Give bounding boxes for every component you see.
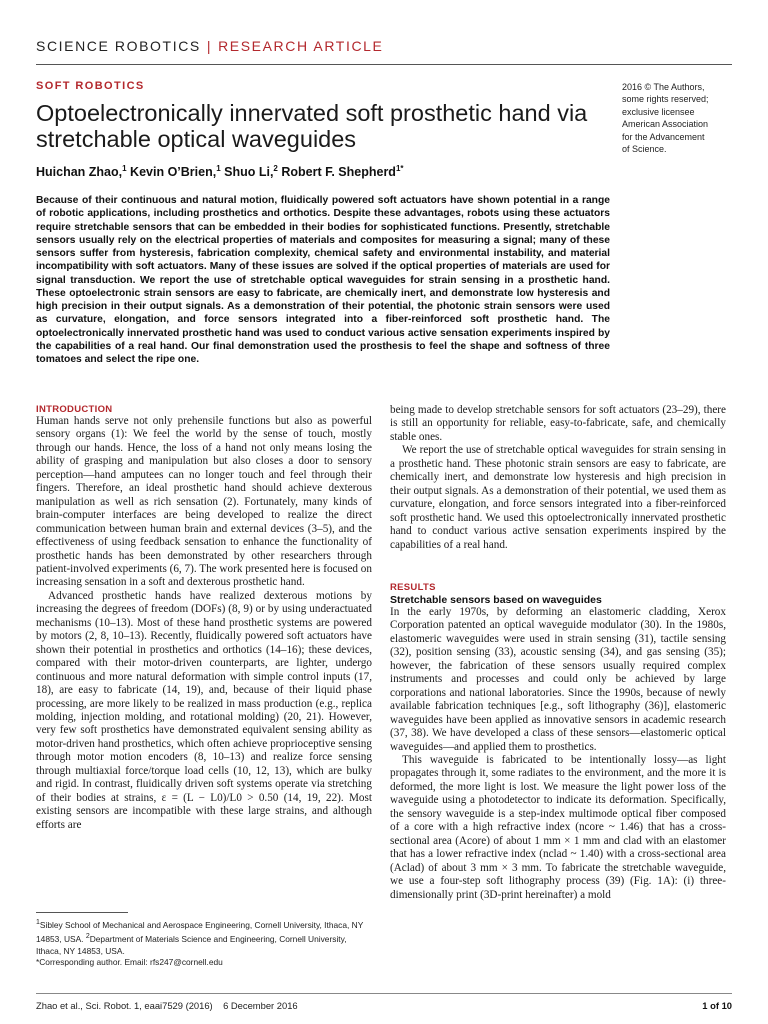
journal-name: SCIENCE ROBOTICS [36,38,201,54]
copyright-line: exclusive licensee [622,106,695,117]
right-column [390,404,726,902]
footnote-rule [36,912,128,913]
affiliation-mark: 1 [36,919,40,926]
corresponding-author: *Corresponding author. Email: rfs247@cornell.edu [36,957,223,968]
copyright-line: 2016 © The Authors, [622,82,705,92]
section-spacer [390,552,726,582]
author-name: Huichan Zhao, [36,165,123,180]
copyright-line: for the Advancement [622,131,705,142]
footer-citation: Zhao et al., Sci. Robot. 1, eaai7529 (2016) 6 December 2016 [36,1000,298,1011]
article-title: Optoelectronically innervated soft prosthetic hand via stretchable optical waveguides [36,100,588,152]
left-column [36,404,372,832]
affiliation-mark: 2 [85,933,90,941]
copyright-line: some rights reserved; [622,94,709,105]
author-list [36,164,404,179]
results-subheading: Stretchable sensors based on waveguides [390,593,602,606]
footnotes [36,917,372,969]
header-separator: | [206,38,213,54]
intro-paragraph: Human hands serve not only prehensile functions but also as powerful sensory organs (1): We feel the world by the sense of touch, mostly through our hands. Hence, the loss of a hand not only means losing the ability of grasping and manipulation but also closes a door to sensory perception—hand amputees can no longer touch and feel through their fingers. Therefore, an ideal prosthetic hand should achieve dexterous manipulation as well as rich sensation (2). Fortunately, many kinds of brain-computer interfaces are being developed to realize the direct communication between human brain and external devices (3–5), and the effectiveness of using feedback sensation to enhance the functionality of prosthetic hands has been demonstrated by other researchers through patient-involved experiments (6, 7). The work presented here is focused on increasing sensation in a soft and dexterous prosthetic hand. [36,415,372,589]
author-name: Kevin O’Brien, [126,165,217,180]
results-paragraph: In the early 1970s, by deforming an elastomeric cladding, Xerox Corporation patented an optical waveguide modulator (30). In the 1980s, elastomeric waveguides were used in strain sensing (31), tactile sensing (32), position sensing (33), acoustic sensing (34), and gas sensing (35); however, the fabrication of these sensors usually required complex instruments and processes and could only be achieved by large corporations and national laboratories. Since the 1990s, because of newly available fabrication techniques [e.g., soft lithography (36)], elastomeric waveguides have been applied as innovative sensors in academic research (37, 38). We have developed a class of these sensors—elastomeric optical waveguides—and applied them to prosthetics. [390,605,726,753]
author-affiliation: 1* [395,164,404,173]
header-rule [36,64,732,65]
author-name: Shuo Li, [220,165,274,180]
author-name: Robert F. Shepherd [277,165,396,180]
author-affiliation: 2 [273,164,278,173]
footer-rule [36,993,732,994]
article-type: RESEARCH ARTICLE [218,38,384,54]
author-affiliation: 1 [122,164,127,173]
copyright-notice [622,81,732,155]
copyright-line: American Association [622,119,709,130]
introduction-heading: INTRODUCTION [36,404,113,415]
results-paragraph: This waveguide is fabricated to be intentionally lossy—as light propagates through it, some radiates to the environment, and the more it is deformed, the more light is lost. We measure the light power loss of the waveguide using a photodetector to indicate its deformation. Specifically, the sensory waveguide is a step-index multimode optical fiber composed of a core with a high refractive index (ncore ~ 1.46) that has a cross-sectional area (Acore) of about 1 mm × 1 mm and clad with an elastomer that has a lower refractive index (nclad ~ 1.40) with a cross-sectional area (Aclad) of about 3 mm × 3 mm. To fabricate the stretchable waveguide, we use a four-step soft lithography process (39) (Fig. 1A): (i) three-dimensionally print (3D-print hereinafter) a mold [390,753,726,901]
abstract: Because of their continuous and natural motion, fluidically powered soft actuators have shown potential in a range of robotic applications, including prosthetics and orthotics. Despite these advantages, robots using these actuators require stretchable sensors that can be embedded in their bodies for sophisticated functions. Presently, stretchable sensors usually rely on the electrical properties of materials and composites for measuring a signal; many of these sensors suffer from hysteresis, fabrication complexity, chemical safety and environmental instability, and material incompatibility with soft actuators. Many of these issues are solved if the optical properties of materials are used for signal transduction. We report the use of stretchable optical waveguides for strain sensing in a prosthetic hand. These optoelectronic strain sensors are easy to fabricate, are chemically inert, and demonstrate low hysteresis and high precision in their output signals. As a demonstration of their potential, the photonic strain sensors were used as curvature, elongation, and force sensors integrated into a fiber-reinforced soft prosthetic hand. The optoelectronically innervated prosthetic hand was used to conduct various active sensation experiments inspired by the capabilities of a real hand. Our final demonstration used the prosthesis to feel the shape and softness of three tomatoes and select the ripe one. [36,195,610,365]
results-heading: RESULTS [390,581,436,593]
section-label: SOFT ROBOTICS [36,80,145,92]
affiliation-2: Department of Materials Science and Engineering, Cornell University, Ithaca, NY 14853, USA. [36,934,347,956]
intro-paragraph: being made to develop stretchable sensors for soft actuators (23–29), there is still an opportunity for reliable, easy-to-fabricate, safe, and chemically stable ones. [390,404,726,443]
page-number: 1 of 10 [702,1000,732,1011]
copyright-line: of Science. [622,144,667,155]
intro-paragraph: Advanced prosthetic hands have realized dexterous motions by increasing the degrees of freedom (DOFs) (8, 9) or by using underactuated mechanisms (10–13). Most of these hand prosthetic systems are powered by motors (2, 8, 10–13). Recently, fluidically powered soft actuators have shown their potential in prosthetics and orthotics (14–16); these devices, compared with their motor-driven counterparts, are lighter, undergo continuous and more natural deformation with simple control inputs (17, 18), are easy to fabricate (14, 19), and, because of their liquid phase processing, are more likely to be realized in mass production (e.g., replica molding, injection molding, and rotational molding) (20, 21). However, very few soft prosthetics have demonstrated equivalent sensing ability as motor-driven hand prosthetics, which often achieve proprioceptive sensing through motor motion encoders (8, 10–13) and realize force sensing through multiaxial force/torque load cells (10, 12, 13), which are bulky and rigid. In contrast, fluidically driven soft systems operate via stretching of their bodies at strains, ε = (L − L0)/L0 > 0.50 (14, 19, 22). Most existing sensors are incompatible with these large strains, and although efforts are [36,589,372,831]
affiliations [36,917,372,957]
author-affiliation: 1 [216,164,221,173]
affiliation-1: Sibley School of Mechanical and Aerospace Engineering, Cornell University, Ithaca, NY 14853, USA. [36,919,364,945]
intro-paragraph: We report the use of stretchable optical waveguides for strain sensing in a prosthetic hand. These photonic strain sensors are easy to fabricate, are chemically inert, and demonstrate low hysteresis and high precision in their output signals. As a demonstration of their potential, we used them as curvature, elongation, and force sensors integrated into a fiber-reinforced soft prosthetic hand. We used this optoelectronically innervated prosthetic hand to conduct various active sensation experiments inspired by the capabilities of a real hand. [390,444,726,551]
journal-header [36,38,383,54]
